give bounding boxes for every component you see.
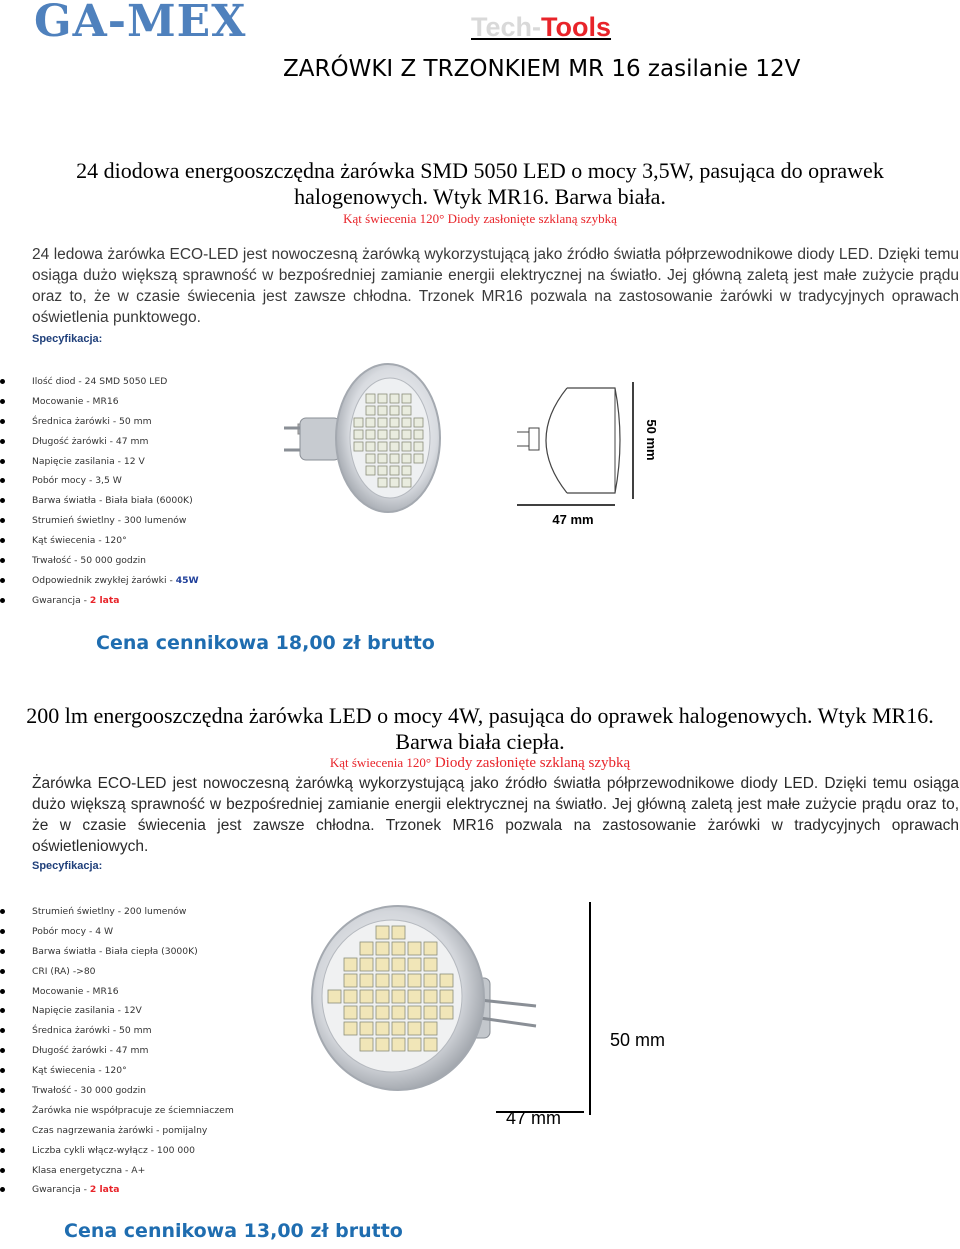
led-chip: [376, 1022, 389, 1035]
led-chip: [378, 430, 387, 439]
led-chip: [408, 974, 421, 987]
led-chip: [402, 406, 411, 415]
spec-equivalent-label: Odpowiednik zwykłej żarówki -: [32, 574, 176, 586]
led-chip: [360, 1022, 373, 1035]
led-chip: [378, 406, 387, 415]
led-chip: [424, 1022, 437, 1035]
spec-item: Trwałość - 50 000 godzin: [0, 551, 199, 571]
led-chip: [402, 454, 411, 463]
led-chip: [366, 442, 375, 451]
led-chip: [376, 1038, 389, 1051]
product1-note: [0, 210, 960, 228]
led-chip: [392, 974, 405, 987]
dimension-length-label: 47 mm: [552, 512, 594, 527]
led-chip: [390, 430, 399, 439]
led-chip: [402, 478, 411, 487]
led-chip: [390, 394, 399, 403]
led-chip: [378, 454, 387, 463]
product1-spec-list: [0, 372, 199, 611]
spec-item: Napięcie zasilania - 12V: [0, 1001, 234, 1021]
brand-logo: GA-MEX: [34, 0, 247, 47]
spec-item: Strumień świetlny - 300 lumenów: [0, 511, 199, 531]
led-chip: [378, 442, 387, 451]
product2-bulb-image: [300, 900, 700, 1135]
spec-item-warranty: [0, 591, 199, 611]
spec-item: Średnica żarówki - 50 mm: [0, 412, 199, 432]
led-chip: [402, 466, 411, 475]
product1-heading: 24 diodowa energooszczędna żarówka SMD 5050 LED o mocy 3,5W, pasująca do oprawek halogenowych. Wtyk MR16. Barwa biała.: [76, 158, 884, 209]
led-chip: [424, 990, 437, 1003]
dimension-diameter-label: 50 mm: [610, 1030, 666, 1050]
led-chip: [424, 942, 437, 955]
document-title: ZARÓWKI Z TRZONKIEM MR 16 zasilanie 12V: [283, 56, 801, 82]
spec-item: Kąt świecenia - 120°: [0, 1061, 234, 1081]
led-chip: [408, 942, 421, 955]
product2-note-large: Diody zasłonięte szklaną szybką: [431, 755, 631, 771]
led-chip: [376, 926, 389, 939]
led-chip: [402, 394, 411, 403]
spec-item: Mocowanie - MR16: [0, 982, 234, 1002]
product1-note-text: Kąt świecenia 120° Diody zasłonięte szklaną szybką: [343, 211, 617, 226]
led-chip: [408, 1006, 421, 1019]
led-chip: [344, 1006, 357, 1019]
spec-item: Klasa energetyczna - A+: [0, 1161, 234, 1181]
spec-item: Żarówka nie współpracuje ze ściemniaczem: [0, 1101, 234, 1121]
tagline-part1: Tech-: [471, 12, 542, 42]
led-chip: [408, 990, 421, 1003]
led-chip: [424, 1006, 437, 1019]
spec-warranty-value: 2 lata: [89, 594, 120, 606]
spec-item: Średnica żarówki - 50 mm: [0, 1021, 234, 1041]
led-chip: [344, 1022, 357, 1035]
led-chip: [414, 418, 423, 427]
product2-spec-label: Specyfikacja:: [32, 860, 103, 872]
spec-item: Kąt świecenia - 120°: [0, 531, 199, 551]
led-chip: [424, 974, 437, 987]
product1-dimension-drawing: [515, 378, 665, 533]
spec-item: Barwa światła - Biała biała (6000K): [0, 491, 199, 511]
product2-heading: 200 lm energooszczędna żarówka LED o mocy 4W, pasująca do oprawek halogenowych. Wtyk MR16. Barwa biała ciepła.: [26, 703, 934, 754]
spec-item: Czas nagrzewania żarówki - pomijalny: [0, 1121, 234, 1141]
product2-price: Cena cennikowa 13,00 zł brutto: [64, 1220, 403, 1242]
dimension-length-label: 47 mm: [506, 1108, 562, 1128]
led-chip: [408, 1022, 421, 1035]
spec-item: Długość żarówki - 47 mm: [0, 1041, 234, 1061]
led-chip: [390, 418, 399, 427]
led-chip: [360, 942, 373, 955]
led-chip: [414, 430, 423, 439]
led-chip: [376, 990, 389, 1003]
led-chip: [392, 1022, 405, 1035]
spec-item: Napięcie zasilania - 12 V: [0, 452, 199, 472]
led-chip: [344, 974, 357, 987]
led-chip: [390, 454, 399, 463]
product1-description: 24 ledowa żarówka ECO-LED jest nowoczesną żarówką wykorzystującą jako źródło światła półprzewodnikowe diody LED. Dzięki temu osiąga dużo większą sprawność w bezpośredniej zamianie energii elektrycznej na światło. Jej główną zaletą jest małe zużycie prądu oraz to, że w czasie świecenia jest zawsze chłodna. Trzonek MR16 pozwala na zastosowanie żarówki w tradycyjnych oprawach oświetlenia punktowego.: [32, 246, 959, 326]
led-chip: [414, 454, 423, 463]
led-chip: [390, 442, 399, 451]
led-chip: [390, 478, 399, 487]
led-chip: [376, 942, 389, 955]
led-chip: [360, 990, 373, 1003]
spec-item: Długość żarówki - 47 mm: [0, 432, 199, 452]
led-chip: [392, 942, 405, 955]
spec-item: CRI (RA) ->80: [0, 962, 234, 982]
product1-spec-label: Specyfikacja:: [32, 333, 103, 345]
led-chip: [366, 430, 375, 439]
spec-item: Pobór mocy - 3,5 W: [0, 471, 199, 491]
led-chip: [344, 958, 357, 971]
tagline-part2: Tools: [541, 12, 612, 42]
product2-note-small: Kąt świecenia 120°: [329, 755, 432, 770]
led-chip: [366, 454, 375, 463]
led-chip: [424, 1038, 437, 1051]
spec-item-warranty: [0, 1180, 234, 1200]
led-chip: [402, 430, 411, 439]
led-chip: [390, 406, 399, 415]
led-chip: [366, 406, 375, 415]
product2-description: Żarówka ECO-LED jest nowoczesną żarówką wykorzystującą jako źródło światła półprzewodnikowe diody LED. Dzięki temu osiąga dużo większą sprawność w bezpośredniej zamianie energii elektrycznej na światło. Jej główną zaletą jest małe zużycie prądu oraz to, że w czasie świecenia jest zawsze chłodna. Trzonek MR16 pozwala na zastosowanie żarówki w tradycyjnych oprawach oświetleniowych.: [32, 775, 959, 855]
led-chip: [376, 974, 389, 987]
led-chip: [402, 418, 411, 427]
led-chip: [392, 1038, 405, 1051]
led-chip: [390, 466, 399, 475]
led-chip: [354, 430, 363, 439]
led-chip: [392, 958, 405, 971]
led-chip: [378, 418, 387, 427]
led-chip: [392, 1006, 405, 1019]
led-chip: [378, 394, 387, 403]
led-chip: [360, 958, 373, 971]
led-chip: [376, 958, 389, 971]
led-chip: [354, 442, 363, 451]
spec-item: Strumień świetlny - 200 lumenów: [0, 902, 234, 922]
spec-warranty-label: Gwarancja -: [32, 1184, 90, 1196]
led-chip: [424, 958, 437, 971]
led-chip: [408, 1038, 421, 1051]
led-chip: [354, 418, 363, 427]
spec-item: Mocowanie - MR16: [0, 392, 199, 412]
spec-item: Barwa światła - Biała ciepła (3000K): [0, 942, 234, 962]
led-chip: [376, 1006, 389, 1019]
led-chip: [378, 466, 387, 475]
led-chip: [408, 958, 421, 971]
led-chip: [360, 1006, 373, 1019]
spec-item-equivalent: [0, 571, 199, 591]
led-chip: [440, 990, 453, 1003]
spec-item: Pobór mocy - 4 W: [0, 922, 234, 942]
spec-warranty-value: 2 lata: [89, 1184, 120, 1196]
spec-warranty-label: Gwarancja -: [32, 594, 90, 606]
led-chip: [344, 990, 357, 1003]
product1-bulb-image: [280, 358, 450, 518]
tagline: [471, 12, 611, 43]
spec-item: Liczba cykli włącz-wyłącz - 100 000: [0, 1141, 234, 1161]
led-chip: [402, 442, 411, 451]
led-chip: [392, 990, 405, 1003]
spec-equivalent-value: 45W: [175, 574, 199, 586]
led-chip: [414, 442, 423, 451]
led-chip: [440, 974, 453, 987]
dimension-diameter-label: 50 mm: [644, 419, 659, 461]
spec-item: Ilość diod - 24 SMD 5050 LED: [0, 372, 199, 392]
spec-item: Trwałość - 30 000 godzin: [0, 1081, 234, 1101]
led-chip: [360, 1038, 373, 1051]
led-chip: [378, 478, 387, 487]
product2-spec-list: [0, 902, 234, 1200]
led-chip: [440, 1006, 453, 1019]
led-chip: [360, 974, 373, 987]
led-chip: [366, 394, 375, 403]
led-chip: [328, 990, 341, 1003]
led-chip: [366, 466, 375, 475]
led-chip: [366, 418, 375, 427]
product2-note: [0, 754, 960, 772]
led-chip: [392, 926, 405, 939]
product1-price: Cena cennikowa 18,00 zł brutto: [96, 632, 435, 654]
